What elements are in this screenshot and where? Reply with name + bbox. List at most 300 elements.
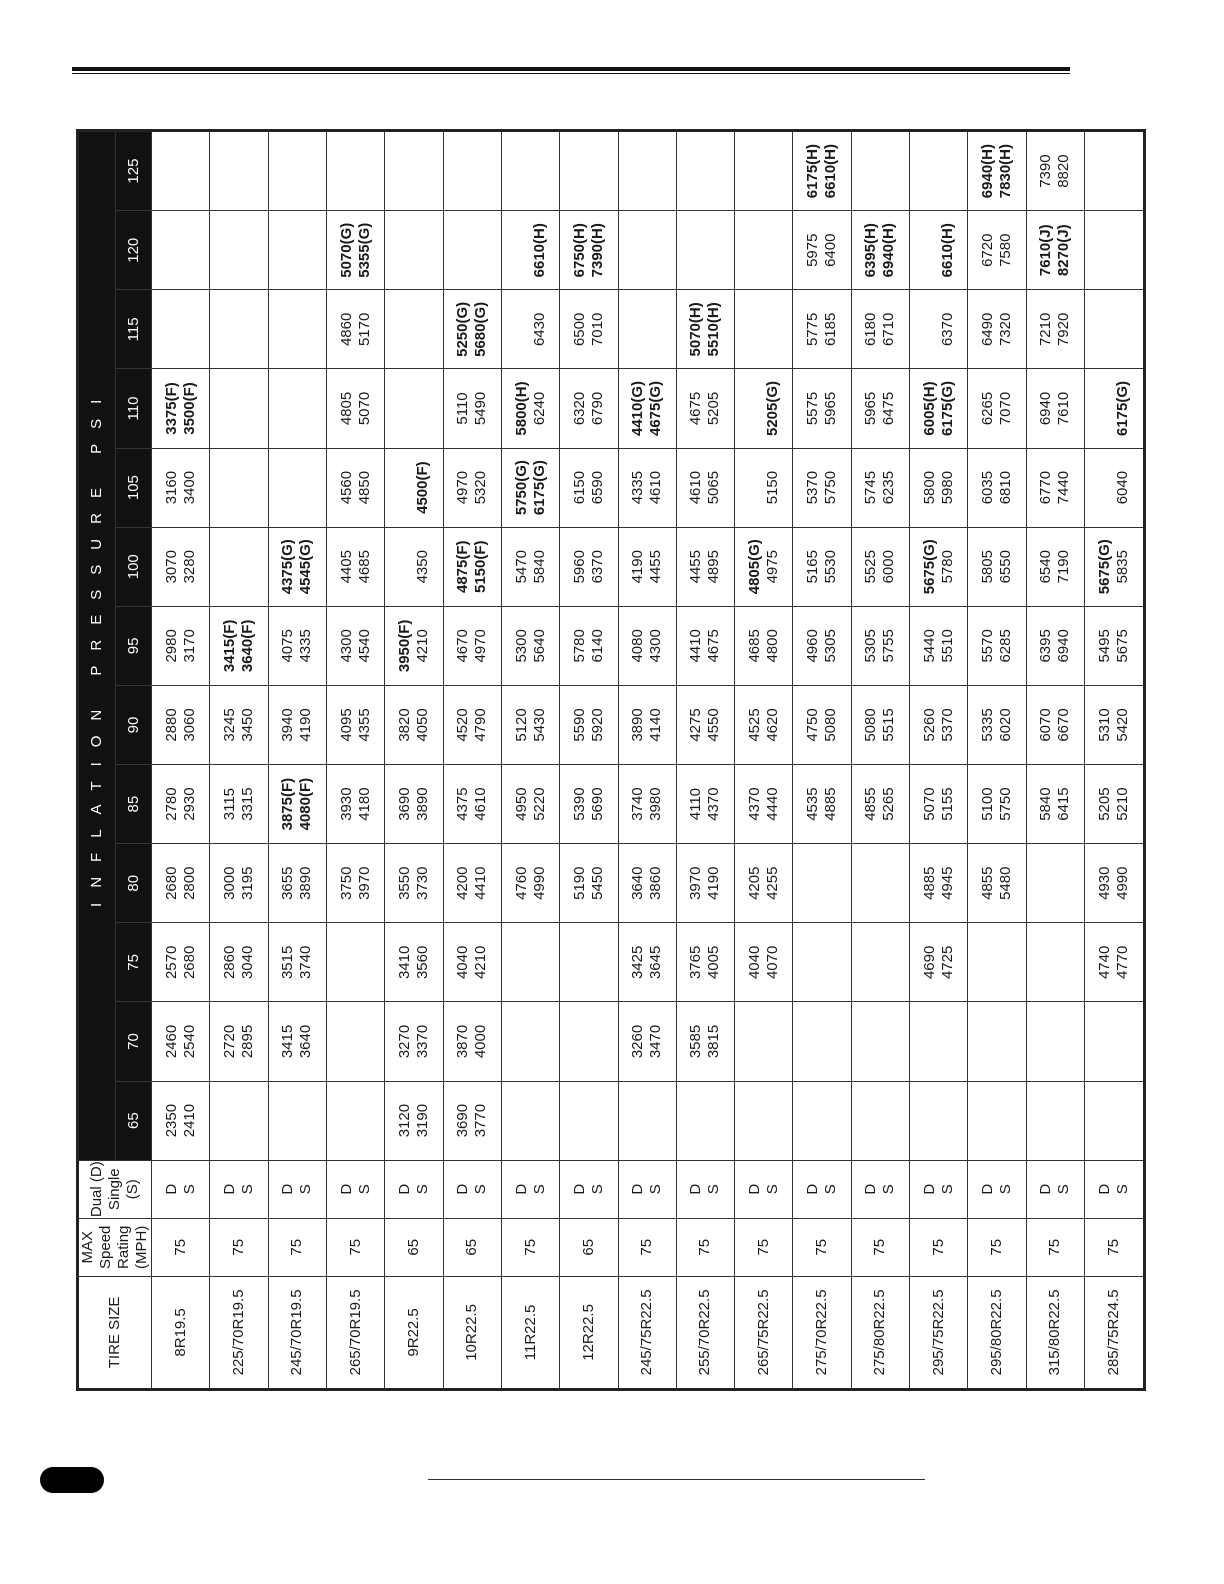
- dual-single-cell: [1085, 1160, 1145, 1218]
- dual-load-value: [746, 369, 764, 447]
- dual-load-value: 3550: [395, 866, 413, 900]
- load-value-cell: [851, 369, 909, 448]
- single-load-value: [181, 211, 199, 289]
- dual-single-cell: [851, 1160, 909, 1218]
- table-row: [560, 131, 618, 1390]
- load-value-cell: [152, 606, 210, 685]
- dual-load-value: 5590: [570, 708, 588, 742]
- bottom-rule: [428, 1479, 925, 1480]
- dual-load-value: 6940: [1037, 391, 1055, 426]
- dual-load-value: 4110: [687, 787, 705, 821]
- dual-load-value: 5335: [979, 708, 997, 742]
- load-value-cell: [326, 448, 384, 527]
- load-value-cell: [793, 527, 851, 606]
- load-value-cell: [676, 1081, 734, 1160]
- load-value-cell: [1026, 844, 1084, 923]
- load-value-cell: [618, 923, 676, 1002]
- single-load-value: 3640: [297, 1024, 315, 1059]
- dual-load-value: 4675: [687, 391, 705, 426]
- single-load-value: 6020: [997, 708, 1015, 742]
- single-load-value: 5220: [530, 787, 548, 821]
- single-load-value: [414, 132, 432, 210]
- dual-load-value: [221, 290, 239, 368]
- speed-rating-header: MAX Speed Rating (MPH): [78, 1218, 152, 1276]
- load-value-cell: [560, 211, 618, 290]
- dual-load-value: 5120: [512, 708, 530, 742]
- dual-load-value: 5310: [1096, 708, 1113, 742]
- dual-load-value: 5470: [512, 550, 530, 584]
- load-value-cell: [385, 765, 443, 844]
- dual-marker: D: [1096, 1183, 1113, 1195]
- psi-column-header: 125: [116, 131, 152, 211]
- tire-size-cell: 275/70R22.5: [793, 1276, 851, 1389]
- single-load-value: [1114, 1082, 1132, 1160]
- dual-load-value: [513, 290, 531, 368]
- load-value-cell: [210, 923, 268, 1002]
- dual-marker: D: [745, 1183, 763, 1195]
- load-value-cell: [268, 1081, 326, 1160]
- dual-load-value: [513, 923, 531, 1001]
- single-load-value: 8270(J): [1055, 224, 1073, 277]
- single-load-value: 7440: [1055, 470, 1073, 505]
- dual-load-value: 5960: [570, 550, 588, 584]
- load-value-cell: [385, 527, 443, 606]
- dual-single-cell: [793, 1160, 851, 1218]
- table-row: [910, 131, 968, 1390]
- dual-single-cell: [676, 1160, 734, 1218]
- load-value-cell: [793, 1081, 851, 1160]
- dual-load-value: 6940(H): [979, 143, 997, 199]
- load-value-cell: [501, 211, 559, 290]
- single-load-value: [297, 132, 315, 210]
- single-load-value: 5640: [530, 629, 548, 663]
- load-value-cell: [735, 527, 793, 606]
- load-value-cell: [1026, 1081, 1084, 1160]
- load-value-cell: [501, 1002, 559, 1081]
- speed-rating-cell: 75: [793, 1218, 851, 1276]
- load-value-cell: [443, 685, 501, 764]
- dual-load-value: [1037, 923, 1055, 1001]
- dual-load-value: [1037, 1082, 1055, 1160]
- dual-load-value: 4080: [629, 629, 647, 663]
- load-value-cell: [1026, 211, 1084, 290]
- load-value-cell: [676, 131, 734, 211]
- load-value-cell: [443, 1081, 501, 1160]
- single-load-value: 4210: [472, 945, 490, 980]
- load-value-cell: [735, 1081, 793, 1160]
- tire-size-cell: 225/70R19.5: [210, 1276, 268, 1389]
- single-load-value: 5840: [530, 550, 548, 584]
- load-value-cell: [618, 448, 676, 527]
- load-value-cell: [851, 448, 909, 527]
- speed-rating-cell: 75: [968, 1218, 1026, 1276]
- load-value-cell: [910, 527, 968, 606]
- load-value-cell: [618, 765, 676, 844]
- single-load-value: [1114, 132, 1132, 210]
- single-load-value: 6475: [880, 391, 898, 426]
- dual-marker: D: [570, 1183, 588, 1195]
- single-load-value: [939, 132, 957, 210]
- load-value-cell: [1085, 923, 1145, 1002]
- dual-load-value: [163, 290, 181, 368]
- load-value-cell: [501, 685, 559, 764]
- table-row: [501, 131, 559, 1390]
- load-value-cell: [560, 1002, 618, 1081]
- single-load-value: 5205: [705, 391, 723, 426]
- load-value-cell: [851, 211, 909, 290]
- tire-size-cell: 255/70R22.5: [676, 1276, 734, 1389]
- load-value-cell: [560, 765, 618, 844]
- dual-load-value: 3270: [395, 1024, 413, 1059]
- inflation-pressure-header: INFLATION PRESSURE PSI: [78, 131, 116, 1161]
- single-load-value: 5205(G): [763, 380, 781, 436]
- single-load-value: 6610(H): [530, 223, 548, 278]
- single-load-value: 5320: [472, 470, 490, 505]
- single-load-value: 5780: [938, 550, 956, 584]
- load-value-cell: [210, 527, 268, 606]
- dual-load-value: 4960: [804, 629, 822, 663]
- load-value-cell: [443, 448, 501, 527]
- load-value-cell: [968, 448, 1026, 527]
- load-value-cell: [676, 685, 734, 764]
- single-load-value: 4770: [1114, 945, 1131, 980]
- single-load-value: 5755: [880, 629, 898, 663]
- single-load-value: 6400: [822, 233, 840, 267]
- load-value-cell: [268, 448, 326, 527]
- load-value-cell: [385, 211, 443, 290]
- dual-load-value: 2780: [162, 787, 180, 821]
- single-load-value: [647, 290, 665, 368]
- single-load-value: 3860: [647, 866, 665, 900]
- dual-single-cell: [152, 1160, 210, 1218]
- inflation-pressure-table: [76, 129, 1146, 1391]
- dual-load-value: 4200: [454, 866, 472, 900]
- load-value-cell: [1085, 290, 1145, 369]
- dual-single-cell: [618, 1160, 676, 1218]
- speed-rating-cell: 75: [1085, 1218, 1145, 1276]
- load-value-cell: [1026, 685, 1084, 764]
- dual-load-value: [396, 528, 414, 606]
- load-value-cell: [910, 606, 968, 685]
- dual-load-value: 3740: [629, 787, 647, 821]
- dual-load-value: [746, 211, 764, 289]
- table-row: [793, 131, 851, 1390]
- single-load-value: 6175(G): [1114, 380, 1131, 436]
- load-value-cell: [152, 923, 210, 1002]
- tire-size-cell: 10R22.5: [443, 1276, 501, 1389]
- single-load-value: 4675(G): [647, 380, 665, 436]
- dual-load-value: [279, 369, 297, 447]
- dual-load-value: 4805: [337, 391, 355, 426]
- dual-marker: D: [862, 1183, 880, 1195]
- load-value-cell: [851, 290, 909, 369]
- load-value-cell: [560, 844, 618, 923]
- single-load-value: [239, 449, 257, 527]
- dual-single-cell: [385, 1160, 443, 1218]
- load-value-cell: [851, 844, 909, 923]
- load-value-cell: [443, 765, 501, 844]
- load-value-cell: [210, 290, 268, 369]
- single-load-value: 3280: [180, 550, 198, 584]
- dual-load-value: 5440: [920, 629, 938, 663]
- load-value-cell: [1085, 765, 1145, 844]
- dual-single-cell: [210, 1160, 268, 1218]
- single-load-value: 5750: [822, 470, 840, 505]
- single-load-value: 4300: [647, 629, 665, 663]
- single-load-value: [589, 1002, 607, 1080]
- dual-load-value: [163, 132, 181, 210]
- load-value-cell: [735, 211, 793, 290]
- dual-load-value: [746, 1002, 764, 1080]
- single-load-value: [589, 923, 607, 1001]
- single-load-value: 6000: [880, 550, 898, 584]
- single-load-value: [997, 1002, 1015, 1080]
- dual-load-value: 5800: [920, 470, 938, 505]
- load-value-cell: [793, 606, 851, 685]
- load-value-cell: [618, 1002, 676, 1081]
- dual-load-value: [687, 211, 705, 289]
- single-marker: S: [588, 1184, 606, 1195]
- dual-load-value: 6035: [979, 470, 997, 505]
- load-value-cell: [735, 369, 793, 448]
- load-value-cell: [443, 923, 501, 1002]
- single-load-value: 3645: [647, 945, 665, 980]
- single-load-value: [1055, 844, 1073, 922]
- dual-single-cell: [501, 1160, 559, 1218]
- dual-load-value: 5205: [1096, 787, 1113, 821]
- dual-load-value: 6150: [570, 470, 588, 505]
- single-load-value: 5675: [1114, 629, 1131, 663]
- dual-load-value: 4405: [337, 550, 355, 584]
- load-value-cell: [676, 448, 734, 527]
- single-load-value: [1114, 290, 1132, 368]
- single-load-value: [880, 1002, 898, 1080]
- load-value-cell: [735, 765, 793, 844]
- load-value-cell: [968, 923, 1026, 1002]
- single-load-value: [589, 132, 607, 210]
- single-load-value: [1055, 1082, 1073, 1160]
- table-row: [735, 131, 793, 1390]
- dual-marker: D: [979, 1183, 997, 1195]
- single-load-value: [239, 369, 257, 447]
- dual-load-value: 2680: [162, 866, 180, 900]
- load-value-cell: [326, 1002, 384, 1081]
- tire-size-cell: 245/75R22.5: [618, 1276, 676, 1389]
- dual-load-value: 4670: [454, 629, 472, 663]
- single-load-value: [414, 290, 432, 368]
- load-value-cell: [210, 606, 268, 685]
- dual-load-value: 3425: [629, 945, 647, 980]
- load-value-cell: [1085, 527, 1145, 606]
- single-load-value: 4540: [355, 629, 373, 663]
- load-value-cell: [851, 765, 909, 844]
- dual-load-value: 7390: [1037, 154, 1055, 188]
- load-value-cell: [560, 369, 618, 448]
- load-value-cell: [793, 844, 851, 923]
- psi-column-header: 75: [116, 923, 152, 1002]
- single-load-value: 5480: [997, 866, 1015, 900]
- dual-load-value: 5165: [804, 550, 822, 584]
- psi-column-header: 65: [116, 1081, 152, 1160]
- single-load-value: 5355(G): [355, 222, 373, 278]
- dual-load-value: [1096, 1082, 1114, 1160]
- dual-load-value: 2570: [162, 945, 180, 980]
- dual-load-value: 4930: [1096, 866, 1113, 900]
- dual-load-value: 4410: [687, 629, 705, 663]
- load-value-cell: [910, 685, 968, 764]
- single-load-value: [647, 211, 665, 289]
- load-value-cell: [443, 527, 501, 606]
- speed-rating-cell: 75: [268, 1218, 326, 1276]
- dual-load-value: 4805(G): [745, 539, 763, 595]
- load-value-cell: [152, 448, 210, 527]
- dual-load-value: 4885: [920, 866, 938, 900]
- load-value-cell: [560, 527, 618, 606]
- speed-rating-cell: 65: [443, 1218, 501, 1276]
- single-load-value: 2410: [180, 1103, 198, 1138]
- dual-load-value: 4300: [337, 629, 355, 663]
- load-value-cell: [560, 685, 618, 764]
- single-load-value: [297, 211, 315, 289]
- dual-load-value: 6175(H): [804, 143, 822, 199]
- single-load-value: 4050: [413, 708, 431, 742]
- dual-load-value: [396, 369, 414, 447]
- dual-load-value: [1096, 1002, 1114, 1080]
- load-value-cell: [501, 765, 559, 844]
- dual-load-value: [221, 369, 239, 447]
- load-value-cell: [268, 527, 326, 606]
- dual-load-value: 5800(H): [512, 381, 530, 436]
- dual-load-value: [629, 1082, 647, 1160]
- single-load-value: 3740: [297, 945, 315, 980]
- dual-load-value: 6750(H): [570, 223, 588, 278]
- load-value-cell: [968, 765, 1026, 844]
- tire-size-cell: 295/75R22.5: [910, 1276, 968, 1389]
- dual-load-value: [746, 132, 764, 210]
- load-value-cell: [326, 923, 384, 1002]
- single-load-value: 7190: [1055, 550, 1073, 584]
- load-value-cell: [210, 685, 268, 764]
- single-load-value: [239, 528, 257, 606]
- load-value-cell: [793, 685, 851, 764]
- load-value-cell: [210, 369, 268, 448]
- load-value-cell: [385, 685, 443, 764]
- load-value-cell: [676, 290, 734, 369]
- single-load-value: [822, 1082, 840, 1160]
- dual-single-cell: [443, 1160, 501, 1218]
- load-value-cell: [326, 606, 384, 685]
- dual-marker: D: [454, 1183, 472, 1195]
- single-load-value: 6790: [588, 391, 606, 426]
- dual-load-value: [571, 1002, 589, 1080]
- dual-load-value: 4760: [512, 866, 530, 900]
- load-value-cell: [618, 606, 676, 685]
- single-load-value: 5510(H): [705, 302, 723, 357]
- single-load-value: [705, 132, 723, 210]
- single-load-value: [1114, 1002, 1132, 1080]
- load-value-cell: [326, 369, 384, 448]
- psi-column-header: 115: [116, 290, 152, 369]
- load-value-cell: [735, 448, 793, 527]
- single-load-value: 4850: [355, 470, 373, 505]
- single-load-value: 5680(G): [472, 301, 490, 357]
- tire-size-cell: 265/70R19.5: [326, 1276, 384, 1389]
- dual-marker: D: [279, 1183, 297, 1195]
- top-rule: [72, 67, 1070, 71]
- single-marker: S: [880, 1184, 898, 1195]
- single-load-value: [356, 923, 374, 1001]
- load-value-cell: [268, 606, 326, 685]
- dual-load-value: 5780: [570, 629, 588, 663]
- dual-load-value: 3690: [454, 1103, 472, 1138]
- load-value-cell: [910, 923, 968, 1002]
- load-value-cell: [385, 844, 443, 923]
- dual-load-value: 6500: [570, 312, 588, 347]
- load-value-cell: [326, 765, 384, 844]
- single-load-value: 4885: [822, 787, 840, 821]
- load-value-cell: [735, 606, 793, 685]
- load-value-cell: [793, 211, 851, 290]
- dual-load-value: 3070: [162, 550, 180, 584]
- dual-load-value: [279, 1082, 297, 1160]
- dual-load-value: 4610: [687, 470, 705, 505]
- dual-load-value: [1096, 132, 1114, 210]
- single-load-value: [997, 923, 1015, 1001]
- single-load-value: 6670: [1055, 708, 1073, 742]
- single-load-value: 4685: [355, 550, 373, 584]
- single-load-value: [1055, 923, 1073, 1001]
- dual-load-value: [629, 211, 647, 289]
- single-load-value: 6370: [588, 550, 606, 584]
- dual-single-cell: [560, 1160, 618, 1218]
- top-rule-thin: [72, 73, 1070, 74]
- dual-load-value: 4205: [745, 866, 763, 900]
- load-value-cell: [501, 923, 559, 1002]
- dual-load-value: 3115: [220, 787, 238, 821]
- load-value-cell: [1026, 290, 1084, 369]
- load-value-cell: [793, 1002, 851, 1081]
- single-load-value: 6590: [588, 470, 606, 505]
- single-load-value: 4610: [647, 470, 665, 505]
- single-load-value: 6370: [938, 312, 956, 347]
- single-load-value: [297, 1082, 315, 1160]
- dual-load-value: 2980: [162, 629, 180, 663]
- load-value-cell: [968, 290, 1026, 369]
- load-value-cell: [385, 290, 443, 369]
- dual-load-value: 5805: [979, 550, 997, 584]
- dual-load-value: [979, 1002, 997, 1080]
- dual-load-value: 4740: [1096, 945, 1113, 980]
- tire-size-cell: 11R22.5: [501, 1276, 559, 1389]
- single-load-value: 6240: [530, 391, 548, 426]
- single-load-value: 6610(H): [822, 143, 840, 199]
- dual-load-value: 4750: [804, 708, 822, 742]
- speed-rating-cell: 75: [152, 1218, 210, 1276]
- load-value-cell: [735, 290, 793, 369]
- single-load-value: [764, 1002, 782, 1080]
- dual-single-cell: [326, 1160, 384, 1218]
- single-load-value: 5450: [588, 866, 606, 900]
- dual-load-value: [1096, 290, 1114, 368]
- dual-load-value: 5100: [979, 787, 997, 821]
- dual-load-value: 5965: [862, 391, 880, 426]
- single-load-value: 4210: [413, 629, 431, 663]
- dual-load-value: [804, 923, 822, 1001]
- single-load-value: 2895: [238, 1024, 256, 1059]
- single-load-value: 5490: [472, 391, 490, 426]
- single-marker: S: [938, 1184, 956, 1195]
- load-value-cell: [618, 211, 676, 290]
